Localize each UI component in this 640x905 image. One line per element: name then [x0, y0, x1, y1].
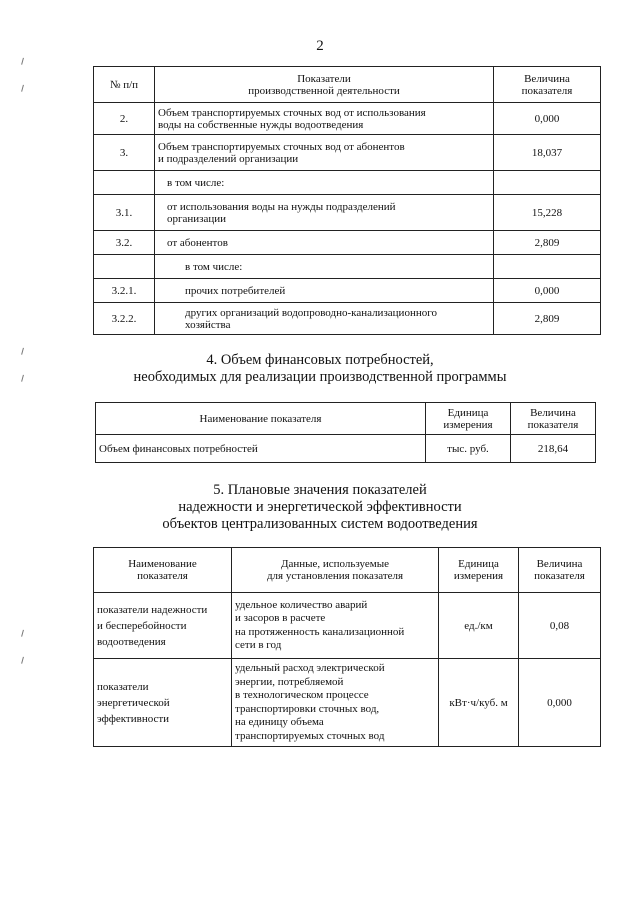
header-value: Величина показателя [519, 548, 601, 593]
margin-mark [21, 630, 26, 638]
row-label: Объем транспортируемых сточных вод от абонентов и подразделений организации [155, 135, 494, 171]
row-value [494, 171, 601, 195]
header-unit: Единица измерения [426, 403, 511, 435]
table-header-row [96, 403, 596, 435]
row-num: 3. [94, 135, 155, 171]
header-name: Наименование показателя [94, 548, 232, 593]
table-row [96, 435, 596, 463]
header-unit: Единица измерения [439, 548, 519, 593]
row-label: Объем транспортируемых сточных вод от использования воды на собственные нужды водоотведения [155, 103, 494, 135]
row-value: 0,08 [519, 593, 601, 659]
row-num: 3.2.2. [94, 303, 155, 335]
header-value: Величина показателя [494, 67, 601, 103]
page-number: 2 [316, 38, 324, 54]
table-header-row [94, 548, 601, 593]
table-row [94, 231, 601, 255]
header-num: № п/п [94, 67, 155, 103]
row-unit: ед./км [439, 593, 519, 659]
margin-mark [21, 85, 26, 93]
table-row [94, 279, 601, 303]
table-row [94, 659, 601, 747]
reliability-efficiency-table [93, 547, 601, 747]
section4-title: 4. Объем финансовых потребностей, необходимых для реализации производственной программы [133, 352, 507, 385]
row-num: 2. [94, 103, 155, 135]
row-num [94, 171, 155, 195]
row-label: от абонентов [155, 231, 494, 255]
table-row [94, 255, 601, 279]
row-value: 218,64 [511, 435, 596, 463]
row-label: в том числе: [155, 171, 494, 195]
row-label: прочих потребителей [155, 279, 494, 303]
header-indicator: Показатели производственной деятельности [155, 67, 494, 103]
row-value: 2,809 [494, 303, 601, 335]
header-name: Наименование показателя [96, 403, 426, 435]
row-unit: кВт·ч/куб. м [439, 659, 519, 747]
row-value: 0,000 [494, 279, 601, 303]
row-value [494, 255, 601, 279]
header-value: Величина показателя [511, 403, 596, 435]
financial-needs-table [95, 402, 596, 463]
table-row [94, 135, 601, 171]
row-num: 3.1. [94, 195, 155, 231]
section5-title: 5. Плановые значения показателей надежности и энергетической эффективности объектов централизованных систем водоотведения [162, 482, 478, 532]
table-row [94, 593, 601, 659]
row-label: от использования воды на нужды подразделений организации [155, 195, 494, 231]
row-label: в том числе: [155, 255, 494, 279]
margin-mark [21, 657, 26, 665]
row-name: показатели энергетической эффективности [94, 659, 232, 747]
row-label: других организаций водопроводно-канализационного хозяйства [155, 303, 494, 335]
row-unit: тыс. руб. [426, 435, 511, 463]
table-row [94, 195, 601, 231]
row-num: 3.2. [94, 231, 155, 255]
row-value: 0,000 [519, 659, 601, 747]
row-value: 15,228 [494, 195, 601, 231]
row-name: Объем финансовых потребностей [96, 435, 426, 463]
row-data: удельное количество аварий и засоров в расчете на протяженность канализационной сети в год [232, 593, 439, 659]
table-row [94, 171, 601, 195]
production-indicators-table [93, 66, 601, 335]
row-num: 3.2.1. [94, 279, 155, 303]
row-name: показатели надежности и бесперебойности водоотведения [94, 593, 232, 659]
header-data: Данные, используемые для установления показателя [232, 548, 439, 593]
row-value: 18,037 [494, 135, 601, 171]
row-num [94, 255, 155, 279]
table-row [94, 303, 601, 335]
row-value: 2,809 [494, 231, 601, 255]
row-value: 0,000 [494, 103, 601, 135]
row-data: удельный расход электрической энергии, потребляемой в технологическом процессе транспортировки сточных вод, на единицу объема транспортируемых сточных вод [232, 659, 439, 747]
margin-mark [21, 58, 26, 66]
table-row [94, 103, 601, 135]
table-header-row [94, 67, 601, 103]
